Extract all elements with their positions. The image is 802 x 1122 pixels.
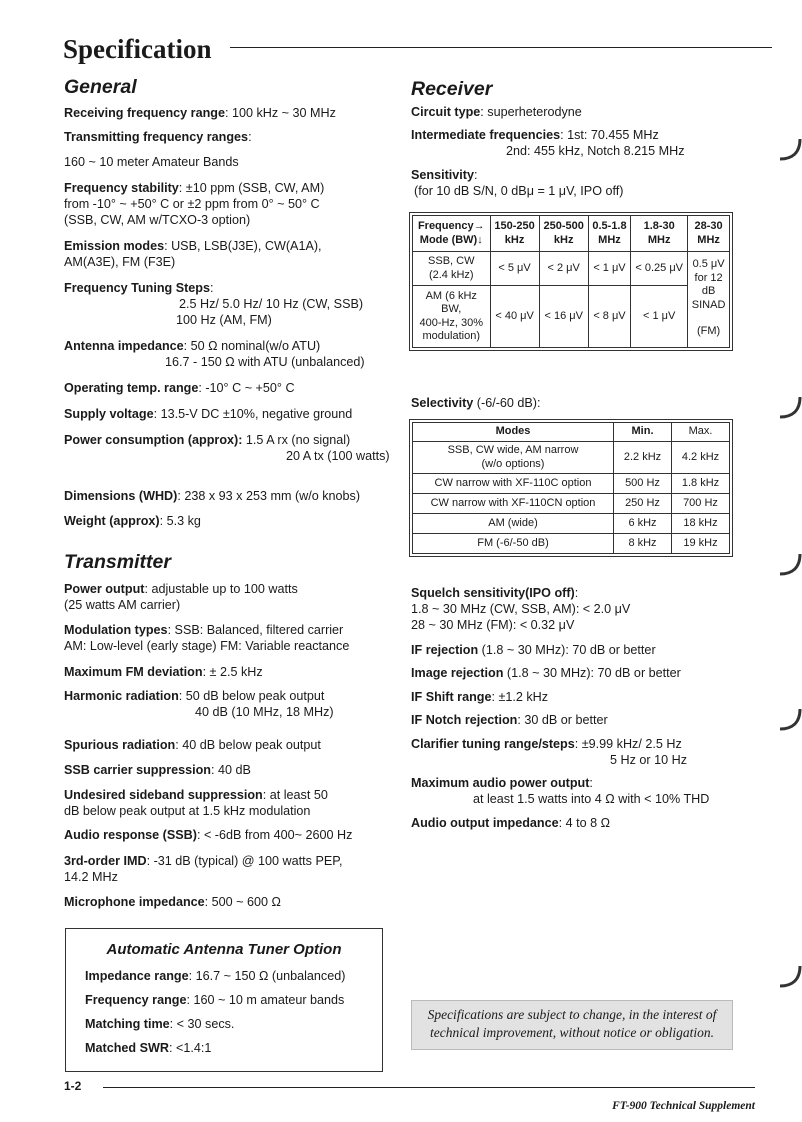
spec-if-notch: IF Notch rejection: 30 dB or better: [411, 713, 608, 727]
table-cell: FM (-6/-50 dB): [413, 534, 614, 554]
table-cell: 250 Hz: [614, 494, 672, 514]
table-cell: 8 kHz: [614, 534, 672, 554]
table-cell: SSB, CW (2.4 kHz): [413, 252, 491, 286]
binding-hole-mark: [772, 962, 802, 992]
spec-imd: 3rd-order IMD: -31 dB (typical) @ 100 watts PEP, 14.2 MHz: [64, 854, 343, 884]
title-rule: [230, 47, 772, 48]
table-header: 250-500 kHz: [539, 216, 588, 252]
spec-emission-modes: Emission modes: USB, LSB(J3E), CW(A1A), AM(A3E), FM (F3E): [64, 239, 322, 269]
table-cell: < 0.25 μV: [631, 252, 688, 286]
table-row: [413, 534, 730, 554]
table-header: 28-30 MHz: [688, 216, 730, 252]
table-cell: < 2 μV: [539, 252, 588, 286]
spec-receiving-range: Receiving frequency range: 100 kHz ~ 30 MHz: [64, 106, 336, 120]
spec-audio-impedance: Audio output impedance: 4 to 8 Ω: [411, 816, 611, 830]
spec-sideband-suppression: Undesired sideband suppression: at least 50 dB below peak output at 1.5 kHz modulation: [64, 788, 328, 818]
table-cell: < 16 μV: [539, 286, 588, 348]
table-row: [413, 514, 730, 534]
selectivity-table: [412, 422, 730, 554]
spec-weight: Weight (approx): 5.3 kg: [64, 514, 201, 528]
binding-hole-mark: [772, 705, 802, 735]
spec-clarifier: Clarifier tuning range/steps: ±9.99 kHz/ 2.5 Hz 5 Hz or 10 Hz: [411, 737, 687, 767]
spec-operating-temp: Operating temp. range: -10° C ~ +50° C: [64, 381, 295, 395]
table-cell: CW narrow with XF-110C option: [413, 474, 614, 494]
spec-intermediate-frequencies: Intermediate frequencies: 1st: 70.455 MHz 2nd: 455 kHz, Notch 8.215 MHz: [411, 128, 685, 158]
spec-sensitivity: Sensitivity: (for 10 dB S/N, 0 dBμ = 1 μV, IPO off): [411, 168, 624, 198]
table-row: [413, 474, 730, 494]
table-cell: 1.8 kHz: [672, 474, 730, 494]
table-cell: < 1 μV: [631, 286, 688, 348]
general-heading: General: [64, 76, 137, 98]
table-cell: < 40 μV: [490, 286, 539, 348]
table-cell: SSB, CW wide, AM narrow (w/o options): [413, 442, 614, 474]
footer-rule: [103, 1087, 755, 1088]
atu-matching-time: Matching time: < 30 secs.: [85, 1017, 235, 1031]
table-cell: 500 Hz: [614, 474, 672, 494]
table-row: [413, 252, 730, 286]
table-cell: AM (wide): [413, 514, 614, 534]
table-header: Max.: [672, 423, 730, 442]
binding-hole-mark: [772, 135, 802, 165]
spec-ssb-carrier: SSB carrier suppression: 40 dB: [64, 763, 251, 777]
table-header: 1.8-30 MHz: [631, 216, 688, 252]
page-number: 1-2: [64, 1079, 82, 1093]
page-title: Specification: [63, 34, 212, 64]
spec-if-shift: IF Shift range: ±1.2 kHz: [411, 690, 549, 704]
atu-option-box: [65, 928, 383, 1072]
spec-image-rejection: Image rejection (1.8 ~ 30 MHz): 70 dB or better: [411, 666, 681, 680]
table-cell: < 1 μV: [588, 252, 630, 286]
spec-if-rejection: IF rejection (1.8 ~ 30 MHz): 70 dB or better: [411, 643, 656, 657]
spec-transmitting-bands: 160 ~ 10 meter Amateur Bands: [64, 155, 239, 169]
spec-squelch-sensitivity: Squelch sensitivity(IPO off): 1.8 ~ 30 MHz (CW, SSB, AM): < 2.0 μV 28 ~ 30 MHz (FM): < 0.32 μV: [411, 586, 631, 632]
table-row: [413, 494, 730, 514]
spec-selectivity: Selectivity (-6/-60 dB):: [411, 396, 541, 410]
spec-mic-impedance: Microphone impedance: 500 ~ 600 Ω: [64, 895, 281, 909]
spec-supply-voltage: Supply voltage: 13.5-V DC ±10%, negative ground: [64, 407, 353, 421]
spec-audio-power: Maximum audio power output: at least 1.5 watts into 4 Ω with < 10% THD: [411, 776, 710, 806]
table-header: 0.5-1.8 MHz: [588, 216, 630, 252]
sensitivity-table-frame: [409, 212, 733, 351]
selectivity-table-frame: [409, 419, 733, 557]
atu-impedance-range: Impedance range: 16.7 ~ 150 Ω (unbalanced): [85, 969, 346, 983]
disclaimer-note: Specifications are subject to change, in the interest of technical improvement, without notice or obligation.: [411, 1000, 733, 1050]
table-cell: 18 kHz: [672, 514, 730, 534]
spec-modulation-types: Modulation types: SSB: Balanced, filtered carrier AM: Low-level (early stage) FM: Variable reactance: [64, 623, 350, 653]
table-cell: 0.5 μV for 12 dB SINAD (FM): [688, 252, 730, 348]
table-cell: 19 kHz: [672, 534, 730, 554]
receiver-heading: Receiver: [411, 78, 493, 100]
table-cell: < 5 μV: [490, 252, 539, 286]
binding-hole-mark: [772, 550, 802, 580]
footer-document-title: FT-900 Technical Supplement: [612, 1100, 755, 1112]
table-cell: AM (6 kHz BW, 400-Hz, 30% modulation): [413, 286, 491, 348]
spec-antenna-impedance: Antenna impedance: 50 Ω nominal(w/o ATU) 16.7 - 150 Ω with ATU (unbalanced): [64, 339, 365, 369]
binding-hole-mark: [772, 393, 802, 423]
table-cell: 700 Hz: [672, 494, 730, 514]
sensitivity-table: [412, 215, 730, 348]
table-cell: 6 kHz: [614, 514, 672, 534]
table-row: [413, 442, 730, 474]
spec-transmitting-ranges: Transmitting frequency ranges:: [64, 130, 252, 144]
table-row: [413, 286, 730, 348]
table-header: Min.: [614, 423, 672, 442]
atu-frequency-range: Frequency range: 160 ~ 10 m amateur bands: [85, 993, 345, 1007]
transmitter-heading: Transmitter: [64, 551, 171, 573]
spec-harmonic-radiation: Harmonic radiation: 50 dB below peak output 40 dB (10 MHz, 18 MHz): [64, 689, 334, 719]
table-header: Modes: [413, 423, 614, 442]
table-header: Frequency→ Mode (BW)↓: [413, 216, 491, 252]
spec-dimensions: Dimensions (WHD): 238 x 93 x 253 mm (w/o knobs): [64, 489, 361, 503]
spec-frequency-stability: Frequency stability: ±10 ppm (SSB, CW, AM) from -10° ~ +50° C or ±2 ppm from 0° ~ 50° C (SSB, CW, AM w/TCXO-3 option): [64, 181, 325, 227]
spec-tuning-steps: Frequency Tuning Steps: 2.5 Hz/ 5.0 Hz/ 10 Hz (CW, SSB) 100 Hz (AM, FM): [64, 281, 364, 327]
atu-matched-swr: Matched SWR: <1.4:1: [85, 1041, 212, 1055]
table-cell: 4.2 kHz: [672, 442, 730, 474]
table-header: 150-250 kHz: [490, 216, 539, 252]
atu-heading: Automatic Antenna Tuner Option: [106, 941, 342, 958]
spec-fm-deviation: Maximum FM deviation: ± 2.5 kHz: [64, 665, 263, 679]
spec-spurious-radiation: Spurious radiation: 40 dB below peak output: [64, 738, 321, 752]
spec-power-consumption: Power consumption (approx): 1.5 A rx (no signal) 20 A tx (100 watts): [64, 433, 390, 463]
table-cell: 2.2 kHz: [614, 442, 672, 474]
spec-circuit-type: Circuit type: superheterodyne: [411, 105, 582, 119]
table-cell: < 8 μV: [588, 286, 630, 348]
spec-audio-response: Audio response (SSB): < -6dB from 400~ 2600 Hz: [64, 828, 353, 842]
spec-power-output: Power output: adjustable up to 100 watts (25 watts AM carrier): [64, 582, 298, 612]
table-cell: CW narrow with XF-110CN option: [413, 494, 614, 514]
